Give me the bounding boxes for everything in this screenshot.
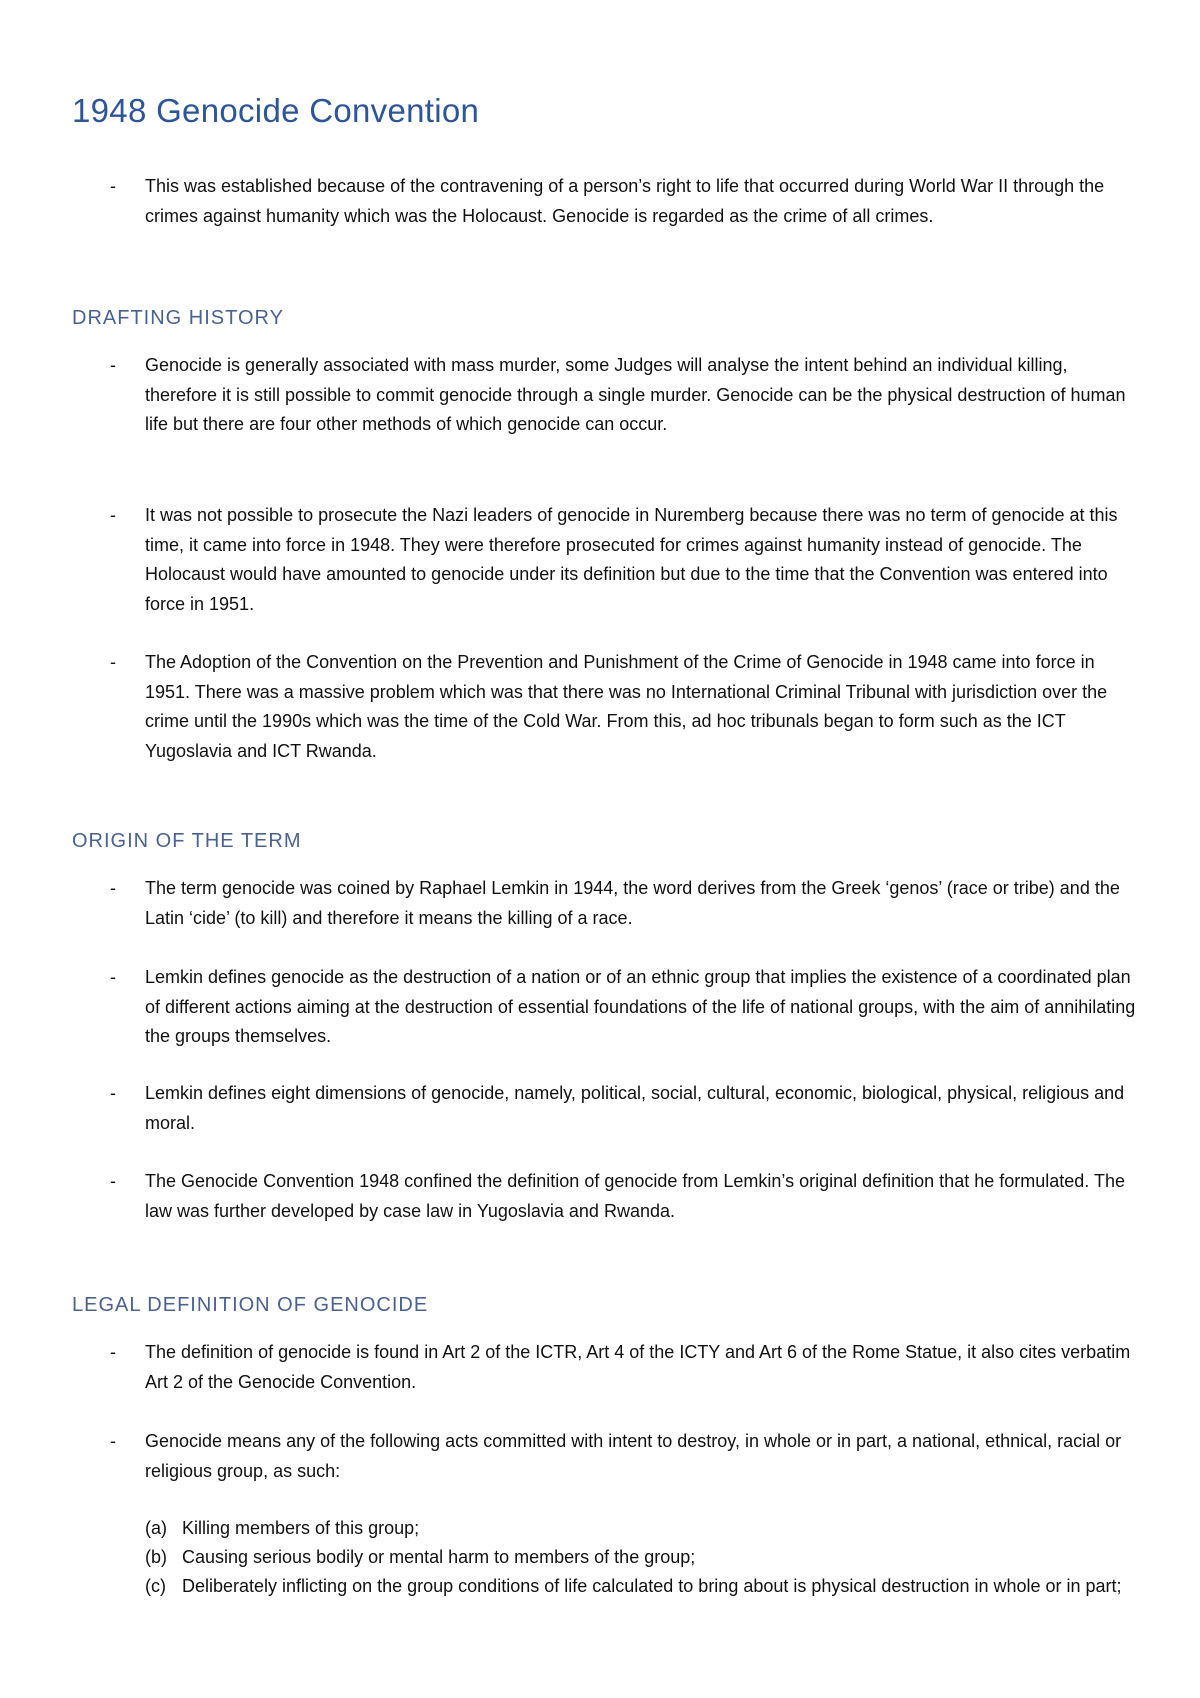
document-title: 1948 Genocide Convention <box>72 92 480 129</box>
intro-bullet <box>110 172 1140 231</box>
bullet-dash: - <box>110 176 116 196</box>
bullet-dash: - <box>110 652 116 672</box>
sub-list-text: Causing serious bodily or mental harm to members of the group; <box>182 1547 696 1567</box>
bullet-text: This was established because of the contravening of a person’s right to life that occurred during World War II through the crimes against humanity which was the Holocaust. Genocide is regarded as the crime of all crimes. <box>145 176 1105 226</box>
list-item <box>110 648 1140 766</box>
section-heading-drafting-history: DRAFTING HISTORY <box>72 307 284 329</box>
bullet-dash: - <box>110 505 116 525</box>
bullet-text: Lemkin defines genocide as the destruction of a nation or of an ethnic group that implies the existence of a coordinated plan of different actions aiming at the destruction of essential foundations of the life of national groups, with the aim of annihilating the groups themselves. <box>145 967 1136 1046</box>
sub-list-marker: (c) <box>145 1576 166 1596</box>
bullet-text: Genocide is generally associated with mass murder, some Judges will analyse the intent behind an individual killing, therefore it is still possible to commit genocide through a single murder. Genocide can be the physical destruction of human life but there are four other methods of which genocide can occur. <box>145 355 1126 434</box>
sub-list-marker: (b) <box>145 1547 167 1567</box>
sub-list-text: Deliberately inflicting on the group conditions of life calculated to bring about is physical destruction in whole or in part; <box>182 1576 1122 1596</box>
bullet-dash: - <box>110 878 116 898</box>
bullet-dash: - <box>110 1083 116 1103</box>
list-item <box>110 963 1140 1052</box>
bullet-text: The Adoption of the Convention on the Prevention and Punishment of the Crime of Genocide in 1948 came into force in 1951. There was a massive problem which was that there was no International Criminal Tribunal with jurisdiction over the crime until the 1990s which was the time of the Cold War. From this, ad hoc tribunals began to form such as the ICT Yugoslavia and ICT Rwanda. <box>145 652 1108 761</box>
list-item <box>110 501 1140 619</box>
list-item <box>110 351 1140 440</box>
bullet-dash: - <box>110 1171 116 1191</box>
bullet-dash: - <box>110 1431 116 1451</box>
bullet-text: The Genocide Convention 1948 confined the definition of genocide from Lemkin’s original definition that he formulated. The law was further developed by case law in Yugoslavia and Rwanda. <box>145 1171 1125 1221</box>
bullet-text: The definition of genocide is found in Art 2 of the ICTR, Art 4 of the ICTY and Art 6 of the Rome Statue, it also cites verbatim Art 2 of the Genocide Convention. <box>145 1342 1131 1392</box>
sub-list-item-b <box>145 1543 1140 1573</box>
bullet-dash: - <box>110 1342 116 1362</box>
bullet-dash: - <box>110 355 116 375</box>
sub-list-item-a <box>145 1514 1140 1544</box>
bullet-text: It was not possible to prosecute the Nazi leaders of genocide in Nuremberg because there was no term of genocide at this time, it came into force in 1948. They were therefore prosecuted for crimes against humanity instead of genocide. The Holocaust would have amounted to genocide under its definition but due to the time that the Convention was entered into force in 1951. <box>145 505 1118 614</box>
sub-list-item-c <box>145 1572 1140 1602</box>
list-item <box>110 1079 1140 1138</box>
bullet-dash: - <box>110 967 116 987</box>
list-item <box>110 874 1140 933</box>
sub-list-marker: (a) <box>145 1518 167 1538</box>
sub-list-text: Killing members of this group; <box>182 1518 420 1538</box>
list-item <box>110 1338 1140 1397</box>
section-heading-legal-definition: LEGAL DEFINITION OF GENOCIDE <box>72 1294 429 1316</box>
list-item <box>110 1167 1140 1226</box>
bullet-text: The term genocide was coined by Raphael Lemkin in 1944, the word derives from the Greek ‘genos’ (race or tribe) and the Latin ‘cide’ (to kill) and therefore it means the killing of a race. <box>145 878 1120 928</box>
list-item <box>110 1427 1140 1486</box>
section-heading-origin-of-the-term: ORIGIN OF THE TERM <box>72 830 302 852</box>
bullet-text: Lemkin defines eight dimensions of genocide, namely, political, social, cultural, economic, biological, physical, religious and moral. <box>145 1083 1125 1133</box>
bullet-text: Genocide means any of the following acts committed with intent to destroy, in whole or in part, a national, ethnical, racial or religious group, as such: <box>145 1431 1122 1481</box>
